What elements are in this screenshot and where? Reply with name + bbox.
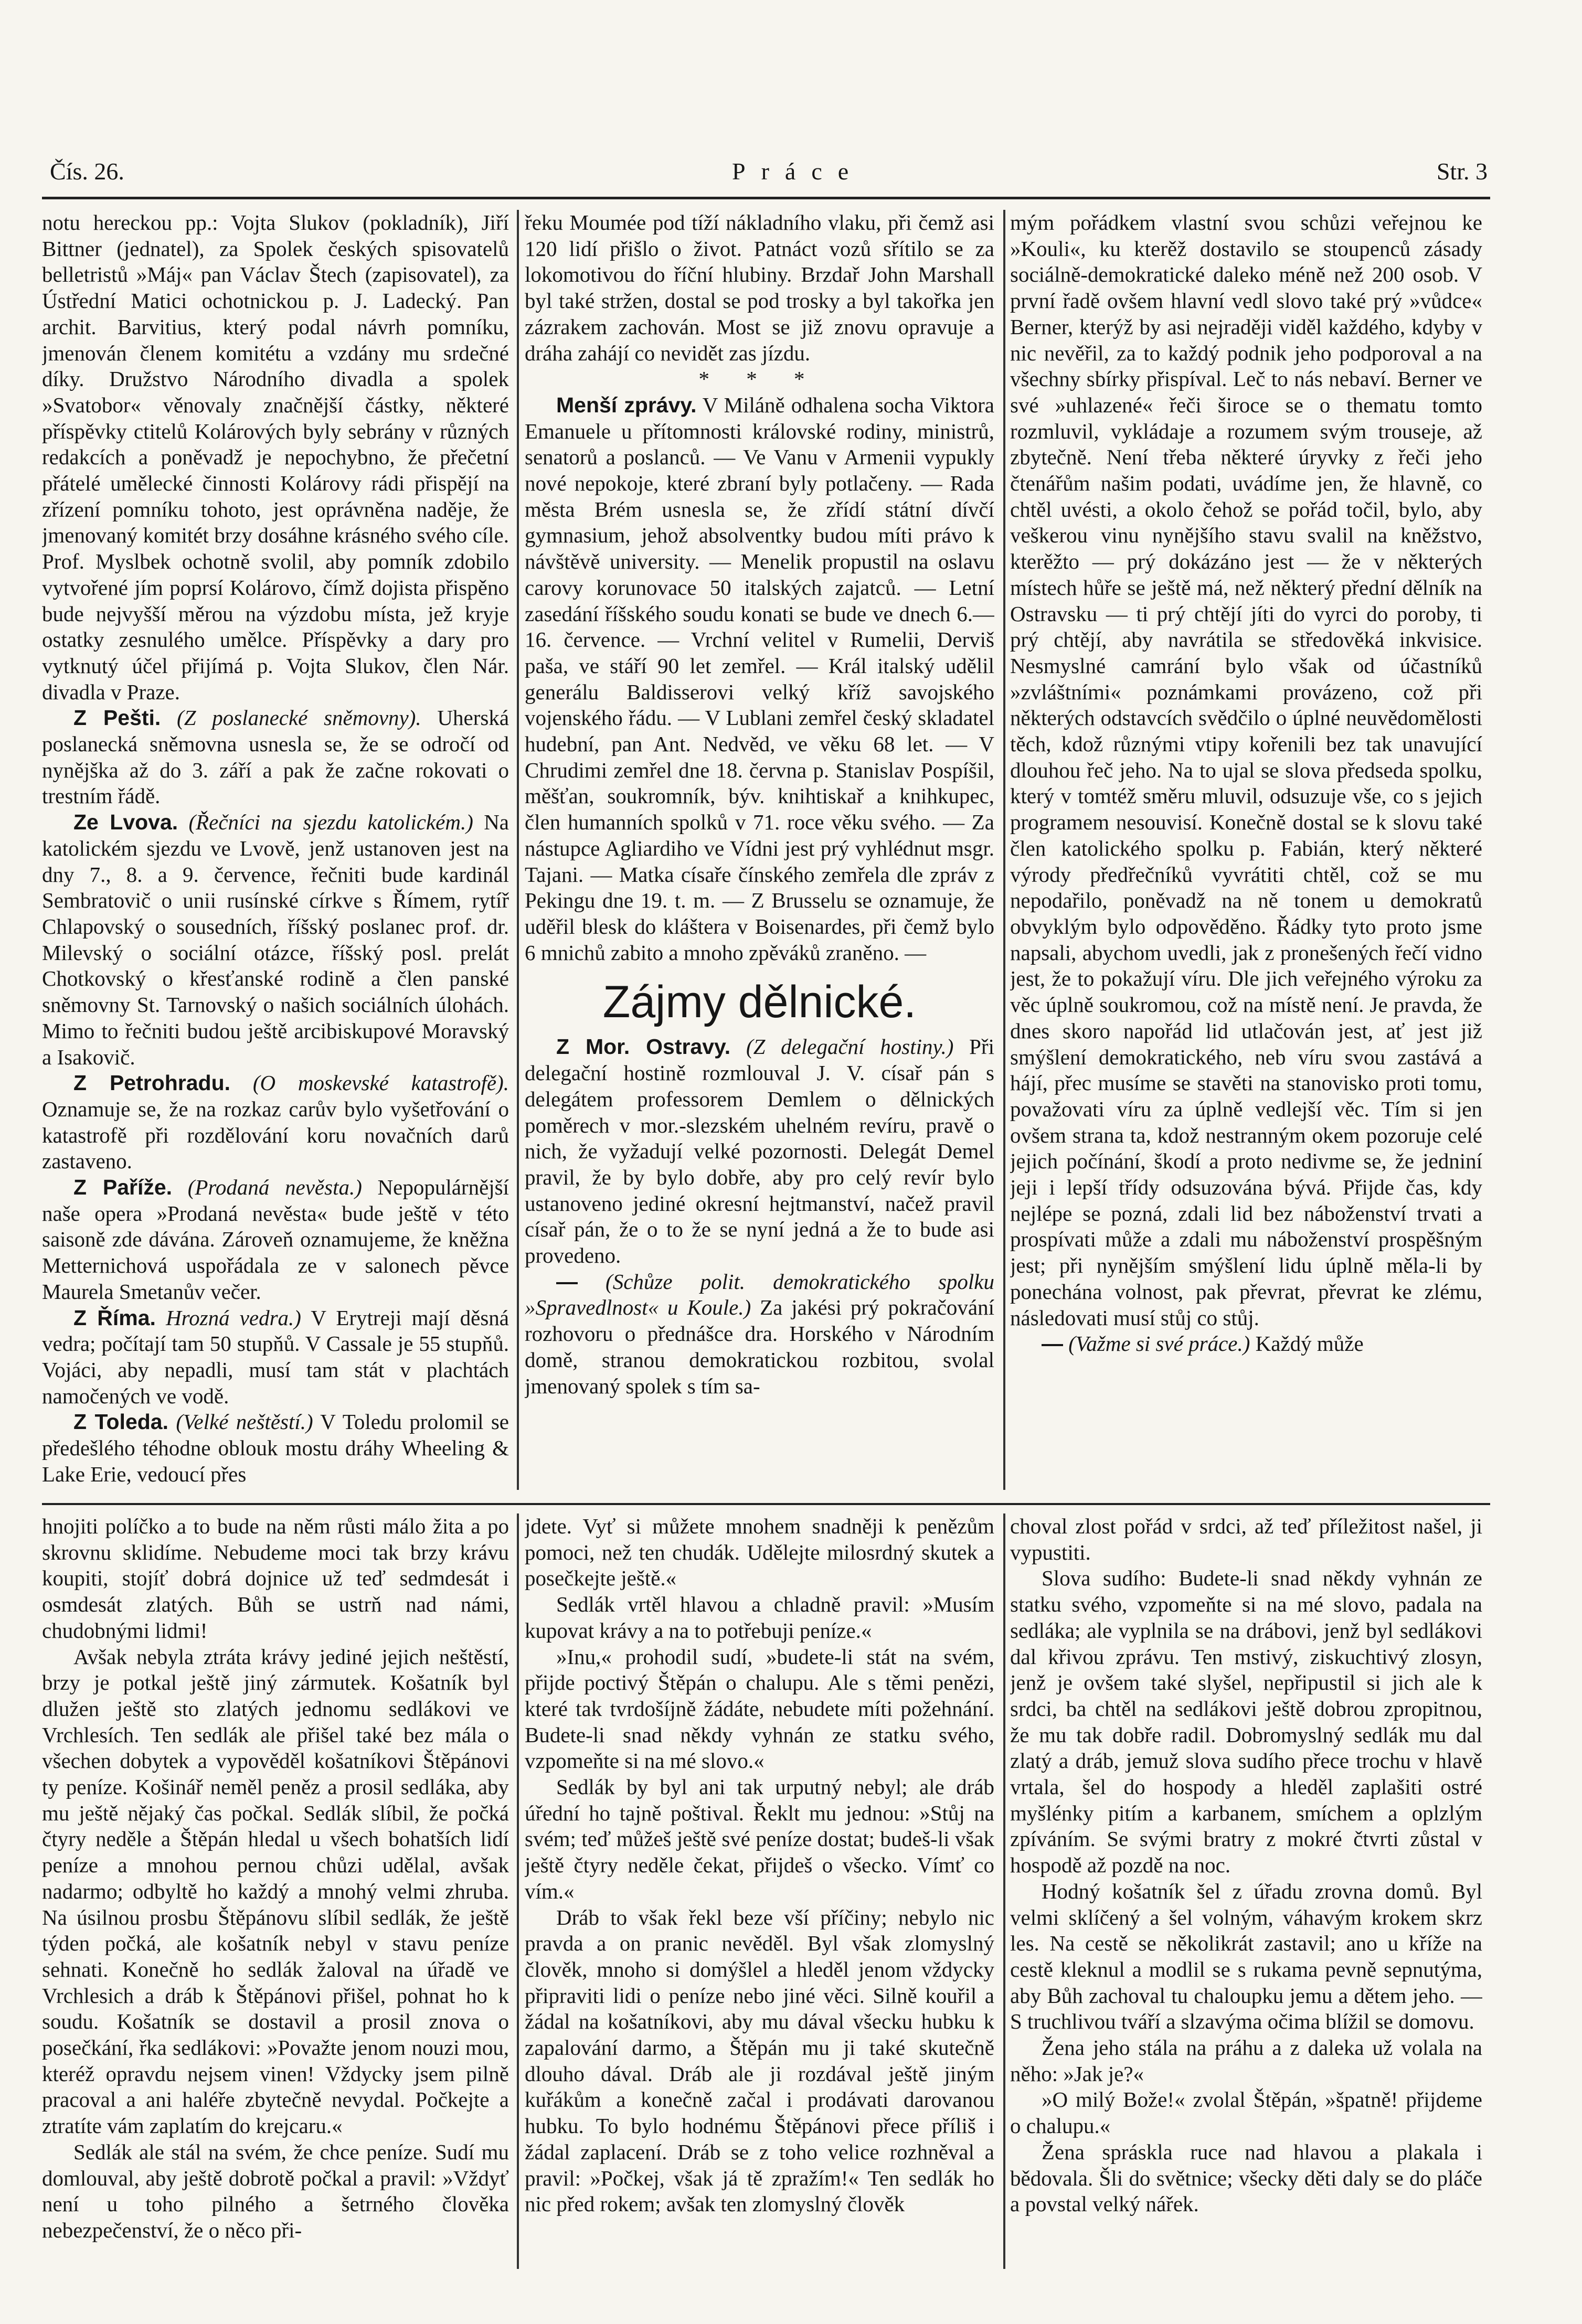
article-paragraph: [42, 1070, 509, 1175]
paragraph-text: Sedlák ale stál na svém, že chce peníze. Sudí mu domlouval, aby ještě dobrotě počkal a pravil: »Vždyť není u toho pilného a šetrného člověka nebezpečenství, že o něco při-: [42, 2139, 509, 2242]
column-divider: [517, 1513, 519, 2269]
article-paragraph: [525, 1644, 994, 1775]
dateline: Menší zprávy.: [556, 392, 697, 417]
paragraph-text: »O milý Bože!« zvolal Štěpán, »špatně! přijdeme o chalupu.«: [1010, 2087, 1482, 2138]
top-column-1: [42, 210, 509, 1495]
article-subtitle: (Velké neštěstí.): [176, 1410, 313, 1434]
article-paragraph: [525, 1905, 994, 2218]
paragraph-text: Nepopulárnější naše opera »Prodaná nevěsta« bude ještě v této saisoně zde dávána. Zároveň oznamujeme, že kněžna Metternichová uspořádala ze v salonech pěvce Maurela Smetanův večer.: [42, 1175, 509, 1304]
column-divider: [1003, 1513, 1005, 2269]
article-paragraph: [1010, 2087, 1482, 2139]
article-subtitle: (Z delegační hostiny.): [746, 1035, 954, 1059]
page-header: [50, 157, 1488, 189]
article-paragraph: [525, 1034, 994, 1268]
paragraph-text: řeku Moumée pod tíží nákladního vlaku, při čemž asi 120 lidí přišlo o život. Patnáct vozů sřítilo se za lokomotivou do říční hlubiny. Brzdař John Marshall byl také stržen, dostal se pod trosky a byl takořka jen zázrakem zachován. Most se již znovu opravuje a dráha zahájí co nevidět zas jízdu.: [525, 210, 994, 365]
newspaper-title: Práce: [732, 158, 865, 185]
dateline: Ze Lvova.: [73, 810, 178, 835]
top-column-2: [525, 210, 994, 1495]
article-paragraph: [42, 1175, 509, 1305]
paragraph-text: V Miláně odhalena socha Viktora Emanuele u přítomnosti královské rodiny, ministrů, senatorů a poslanců. — Ve Vanu v Armenii vypukly nové nepokoje, které zbraní byly potlačeny. — Rada města Brém usnesla se, že zřídí státní dívčí gymnasium, jehož absolventky budou míti právo k návštěvě university. — Menelik propustil na oslavu carovy korunovace 50 italských zajatců. — Letní zasedání říšského soudu konati se bude ve dnech 6.—16. července. — Vrchní velitel v Rumelii, Derviš paša, ve stáří 90 let zemřel. — Král italský udělil generálu Baldisserovi velký kříž savojského vojenského řádu. — V Lublani zemřel český skladatel hudební, pan Ant. Nedvěd, ve věku 68 let. — V Chrudimi zemřel dne 18. června p. Stanislav Pospíšil, měšťan, soukromník, býv. knihtiskař a knihkupec, člen humanních spolků v 71. roce věku svého. — Za nástupce Agliardiho ve Vídni jest prý vyhlédnut msgr. Tajani. — Matka císaře čínského zemřela dle zpráv z Pekingu dne 19. t. m. — Z Brusselu se oznamuje, že uděřil blesk do kláštera v Boisenardes, při čemž bylo 6 mnichů zabito a mnoho zpěváků zraněno. —: [525, 392, 994, 965]
paragraph-text: Za jakési prý pokračování rozhovoru o přednášce dra. Horského v Národním domě, stranou demokratickou rozbitou, svolal jmenovaný spolek s tím sa-: [525, 1295, 994, 1398]
section-rule: [42, 1503, 1490, 1505]
article-subtitle: (Řečníci na sjezdu katolickém.): [188, 810, 473, 835]
paragraph-text: jdete. Vyť si můžete mnohem snadněji k penězům pomoci, než ten chudák. Udělejte milosrdný skutek a posečkejte ještě.«: [525, 1514, 994, 1591]
paragraph-text: Každý může: [1255, 1331, 1364, 1356]
article-subtitle: (Prodaná nevěsta.): [187, 1175, 362, 1200]
paragraph-text: notu hereckou pp.: Vojta Slukov (pokladník), Jiří Bittner (jednatel), za Spolek českých spisovatelů belletristů »Máj« pan Václav Štech (zapisovatel), za Ústřední Matici ochotnickou p. J. Ladecký. Pan archit. Barvitius, který podal návrh pomníku, jmenován členem komitétu a vzdány mu srdečné díky. Družstvo Národního divadla a spolek »Svatobor« věnovaly značnější částky, některé příspěvky ctitelů Kolárových byly sebrány v různých redakcích a poněvadž je nepochybno, že přečetní přátelé umělecké činnosti Kolárovy rádi přispějí na zřízení pomníku tohoto, jest oprávněna naděje, že jmenovaný komitét brzy dosáhne krásného svého cíle. Prof. Myslbek ochotně svolil, aby pomník zdobilo vytvořené jím poprsí Kolárovo, čímž dojista přispěno bude nejvyšší měrou na výzdobu místa, jež kryje ostatky zesnulého umělce. Příspěvky a dary pro vytknutý účel přijímá p. Vojta Slukov, člen Nár. divadla v Praze.: [42, 210, 509, 704]
dateline: Z Mor. Ostravy.: [556, 1035, 731, 1059]
paragraph-text: hnojiti políčko a to bude na něm růsti málo žita a po skrovnu sklidíme. Nebudeme moci tak brzy krávu koupiti, stojíť dobrá dojnice už teď sedmdesát i osmdesát zlatých. Bůh se ustrň nad námi, chudobnými lidmi!: [42, 1514, 509, 1643]
separator-stars: [525, 366, 994, 392]
paragraph-text: Dráb to však řekl beze vší příčiny; nebylo nic pravda a on pranic nevěděl. Byl však zlomyslný člověk, mnoho si domýšlel a hleděl jenom vždycky připraviti lidi o peníze nebo jiné věci. Silně kouřil a žádal na košatníkovi, aby mu dával všecku hubku k zapalování darmo, a Štěpán mu ji také skutečně dlouho dával. Dráb ale ji rozdával ještě jiným kuřákům a konečně začal i prodávati darovanou hubku. To bylo hodnému Štěpánovi přece příliš i žádal zaplacení. Dráb se z toho velice rozhněval a pravil: »Počkej, však já tě zpražím!« Ten sedlák ho nic před rokem; avšak ten zlomyslný člověk: [525, 1905, 994, 2216]
article-paragraph: [42, 210, 509, 705]
article-subtitle: (Schůze polit. demokratického spolku »Spravedlnost« u Koule.): [525, 1269, 994, 1320]
article-subtitle: (O moskevské katastrofě).: [252, 1071, 509, 1095]
bottom-column-1: [42, 1513, 509, 2272]
header-rule: [42, 197, 1490, 199]
section-heading: Zájmy dělnické.: [602, 977, 917, 1028]
article-paragraph: [42, 809, 509, 1070]
paragraph-text: Uherská poslanecká sněmovna usnesla se, že se odročí od nynějška až do 3. září a pak že začne rokovati o trestním řádě.: [42, 706, 509, 808]
issue-number: Čís. 26.: [50, 158, 124, 185]
paragraph-text: Avšak nebyla ztráta krávy jediné jejich neštěstí, brzy je potkal ještě jiný zármutek. Košatník byl dlužen ještě sto zlatých jednomu sedlákovi ve Vrchlesích. Ten sedlák ale přišel také bez mála o všechen dobytek a vypověděl košatníkovi Štěpánovi ty peníze. Košinář neměl peněz a prosil sedláka, aby mu ještě nějaký čas počkal. Sedlák slíbil, že počká čtyry neděle a Štěpán hledal u všech bohatších lidí peníze a mnohou pernou chůzi udělal, avšak nadarmo; odbyltě ho každý a mnohý velmi zhruba. Na úsilnou prosbu Štěpánovu slíbil sedlák, že ještě týden počká, ale košatník nebyl v stavu peníze sehnati. Konečně ho sedlák žaloval na úřadě ve Vrchlesich a dráb k Štěpánovi přišel, pohnat ho k soudu. Košatník se dostavil a prosil znova o posečkání, řka sedlákovi: »Považte jenom nouzi mou, kteréž opravdu nejsem vinen! Vždycky jsem pilně pracoval a ani haléře zbytečně nevydal. Počkejte a ztratíte vám zaplatím do krejcaru.«: [42, 1644, 509, 2138]
paragraph-text: Při delegační hostině rozmlouval J. V. císař pán s delegátem professorem Demlem o dělnických poměrech v mor.-slezském uhelném revíru, pravě o nich, že vyžadují velké pozornosti. Delegát Demel pravil, že by bylo dobře, aby pro celý revír bylo ustanoveno jediné okresní hejtmanství, načež pravil císař pán, že o to že se nyní jedná a že to bude asi provedeno.: [525, 1035, 994, 1268]
article-paragraph: [525, 1774, 994, 1905]
article-paragraph: [42, 705, 509, 809]
article-paragraph: [525, 1592, 994, 1644]
article-paragraph: [42, 1409, 509, 1487]
article-paragraph: [1010, 1565, 1482, 1878]
article-subtitle: Hrozná vedra.): [166, 1305, 301, 1330]
paragraph-text: Na katolickém sjezdu ve Lvově, jenž ustanoven jest na dny 7., 8. a 9. července, řečniti bude kardinál Sembratovič o unii rusínské církve s Římem, rytíř Chlapovský o sousedních, říšský poslanec prof. dr. Milevský o sociální otázce, říšský posl. prelát Chotkovský o křesťanské rodině a člen panské sněmovny St. Tarnovský o našich sociálních úlohách. Mimo to řečniti budou ještě arcibiskupové Moravský a Isakovič.: [42, 810, 509, 1069]
article-subtitle: (Z poslanecké sněmovny).: [177, 706, 421, 730]
dateline: Z Toleda.: [73, 1410, 168, 1434]
dateline: Z Říma.: [73, 1305, 156, 1330]
paragraph-text: V Erytreji mají děsná vedra; počítají tam 50 stupňů. V Cassale je 55 stupňů. Vojáci, aby nepadli, musí tam stát v plachtách namočených ve vodě.: [42, 1305, 509, 1408]
article-subtitle: (Važme si své práce.): [1068, 1331, 1250, 1356]
article-paragraph: [1010, 210, 1482, 1331]
dateline: Z Petrohradu.: [73, 1071, 231, 1095]
article-paragraph: [42, 1513, 509, 1644]
column-divider: [517, 210, 519, 1490]
article-paragraph: [525, 392, 994, 966]
top-column-3: [1010, 210, 1482, 1495]
article-paragraph: [1010, 1513, 1482, 1565]
article-paragraph: [1010, 2035, 1482, 2087]
paragraph-text: »Inu,« prohodil sudí, »budete-li stát na svém, přijde poctivý Štěpán o chalupu. Ale s těmi penězi, které tak tvrdošíjně žádáte, nebudete míti požehnání. Budete-li snad někdy vyhnán ze statku svého, vzpomeňte si na mé slovo.«: [525, 1644, 994, 1773]
paragraph-text: Hodný košatník šel z úřadu zrovna domů. Byl velmi sklíčený a šel volným, váhavým krokem skrz les. Na cestě se několikrát zastavil; ano u kříže na cestě kleknul a modlil se s rukama pevně sepnutýma, aby Bůh zachoval tu chaloupku jemu a dětem jeho. — S truchlivou tváří a slzavýma očima blížil se domovu.: [1010, 1879, 1482, 2034]
bottom-column-2: [525, 1513, 994, 2272]
dateline: —: [1042, 1331, 1063, 1356]
article-paragraph: [42, 1305, 509, 1410]
article-paragraph: [525, 210, 994, 366]
paragraph-text: choval zlost pořád v srdci, až teď příležitost našel, ji vypustiti.: [1010, 1514, 1482, 1564]
paragraph-text: Oznamuje se, že na rozkaz carův bylo vyšetřování o katastrofě při rozdělování koru novačních darů zastaveno.: [42, 1096, 509, 1174]
dateline: —: [556, 1269, 578, 1294]
paragraph-text: V Toledu prolomil se předešlého téhodne oblouk mostu dráhy Wheeling & Lake Erie, vedoucí přes: [42, 1410, 509, 1486]
dateline: Z Paříže.: [73, 1175, 173, 1200]
page-number: Str. 3: [1436, 158, 1488, 185]
paragraph-text: * * *: [698, 367, 821, 391]
paragraph-text: Slova sudího: Budete-li snad někdy vyhnán ze statku svého, vzpomeňte si na mé slovo, padala na sedláka; ale vyplnila se na drábovi, jenž byl sedlákovi dal křivou zprávu. Ten mstivý, ziskuchtivý zlosyn, jenž je ovšem také slyšel, nepřipustil si jich ale k srdci, ba chtěl na sedlákovi ještě dobrou zpropitnou, že mu tak dobře radil. Dobromyslný sedlák mu dal zlatý a dráb, jemuž slova sudího přece trochu v hlavě vrtala, šel do hospody a hleděl zaplašiti ostré myšlénky pitím a karbanem, smíchem a oplzlým zpíváním. Se svými bratry z mokré čtvrti zůstal v hospodě až pozdě na noc.: [1010, 1566, 1482, 1878]
paragraph-text: Žena spráskla ruce nad hlavou a plakala i bědovala. Šli do světnice; všecky děti daly se do pláče a povstal velký nářek.: [1010, 2139, 1482, 2216]
bottom-column-3: [1010, 1513, 1482, 2272]
article-paragraph: [1010, 1331, 1482, 1357]
article-paragraph: [1010, 1879, 1482, 2035]
article-paragraph: [1010, 2139, 1482, 2218]
article-paragraph: [42, 2139, 509, 2244]
column-divider: [1003, 210, 1005, 1490]
dateline: Z Pešti.: [73, 706, 161, 730]
paragraph-text: mým pořádkem vlastní svou schůzi veřejnou ke »Kouli«, ku kterěž dostavilo se stoupenců zásady sociálně-demokratické daleko méně než 200 osob. V první řadě ovšem hlavní vedl slovo také prý »vůdce« Berner, kterýž by asi nejraději viděl každého, kdyby v nic nevěřil, za to každý podnik jeho podporoval a na všechny sbírky přispíval. Leč to nás nebaví. Berner ve své »uhlazené« řeči široce se o thematu tomto rozmluvil, vykládaje a rozumem svým trouseje, až zbytečně. Není třeba některé úryvky z řeči jeho čtenářům našim podati, uvádíme jen, že hlavně, co chtěl uvésti, a okolo čehož se pořád točil, bylo, aby veškerou vinu nynějšího stavu svalil na kněžstvo, kterěžto — prý dokázáno jest — že v některých místech hůře se ještě má, než některý přední dělník na Ostravsku — ti prý chtějí jíti do vyrci do poroby, ti prý chtějí, aby navrátila se středověká inkvisice. Nesmyslné camrání bylo však od účastníků »zvláštními« poznámkami provázeno, což při některých odstavcích svědčilo o úplné neuvědomělosti těch, kdož různými vtipy kořenili bez tak unavující dlouhou řeč jeho. Na to ujal se slova předseda spolku, který v tomtéž směru mluvil, odsuzuje vše, co s jejich programem nesouvisí. Konečně dostal se k slovu také člen katolického spolku p. Fabián, který některé výrody předřečníků vyvrátiti chtěl, což se mu nepodařilo, poněvadž na ně tonem u demokratů obvyklým bylo odpověděno. Řádky tyto proto jsme napsali, abychom uvedli, jak z pronešených řečí vidno jest, že to pokažují víru. Dle jich veřejného výroku za věc úplně soukromou, což na místě není. Je pravda, že dnes skoro napořád lid utlačován jest, ať jest již smýšlení demokratického, neb víru svou zastává a hájí, přec musíme se stavěti na stanovisko proti tomu, považovati víru za úplně vedlejší věc. Tím si jen ovšem strana ta, kdož nestranným okem pozoruje celé jejich počínání, škodí a proto nedivme se, že jedniní jeji i lepší třídy odsuzována bývá. Přijde čas, kdy nejlépe se pozná, zdali lid bez náboženství trvati a prospívati může a zdali mu náboženství prospěšným jest; při nynějším smýšlení lidu úplně měla-li by ponechána volnost, pak převrat, převrat ke zlému, následovati musí stůj co stůj.: [1010, 210, 1482, 1330]
paragraph-text: Sedlák by byl ani tak urputný nebyl; ale dráb úřední ho tajně poštival. Řeklt mu jednou: »Stůj na svém; teď můžeš ještě své peníze dostat; budeš-li však ještě čtyry neděle čekat, přijdeš o všecko. Vímť co vím.«: [525, 1775, 994, 1903]
article-paragraph: [42, 1644, 509, 2139]
article-paragraph: [525, 1513, 994, 1592]
article-paragraph: [525, 1269, 994, 1400]
paragraph-text: Sedlák vrtěl hlavou a chladně pravil: »Musím kupovat krávy a na to potřebuji peníze.«: [525, 1592, 994, 1643]
paragraph-text: Žena jeho stála na práhu a z daleka už volala na něho: »Jak je?«: [1010, 2035, 1482, 2086]
